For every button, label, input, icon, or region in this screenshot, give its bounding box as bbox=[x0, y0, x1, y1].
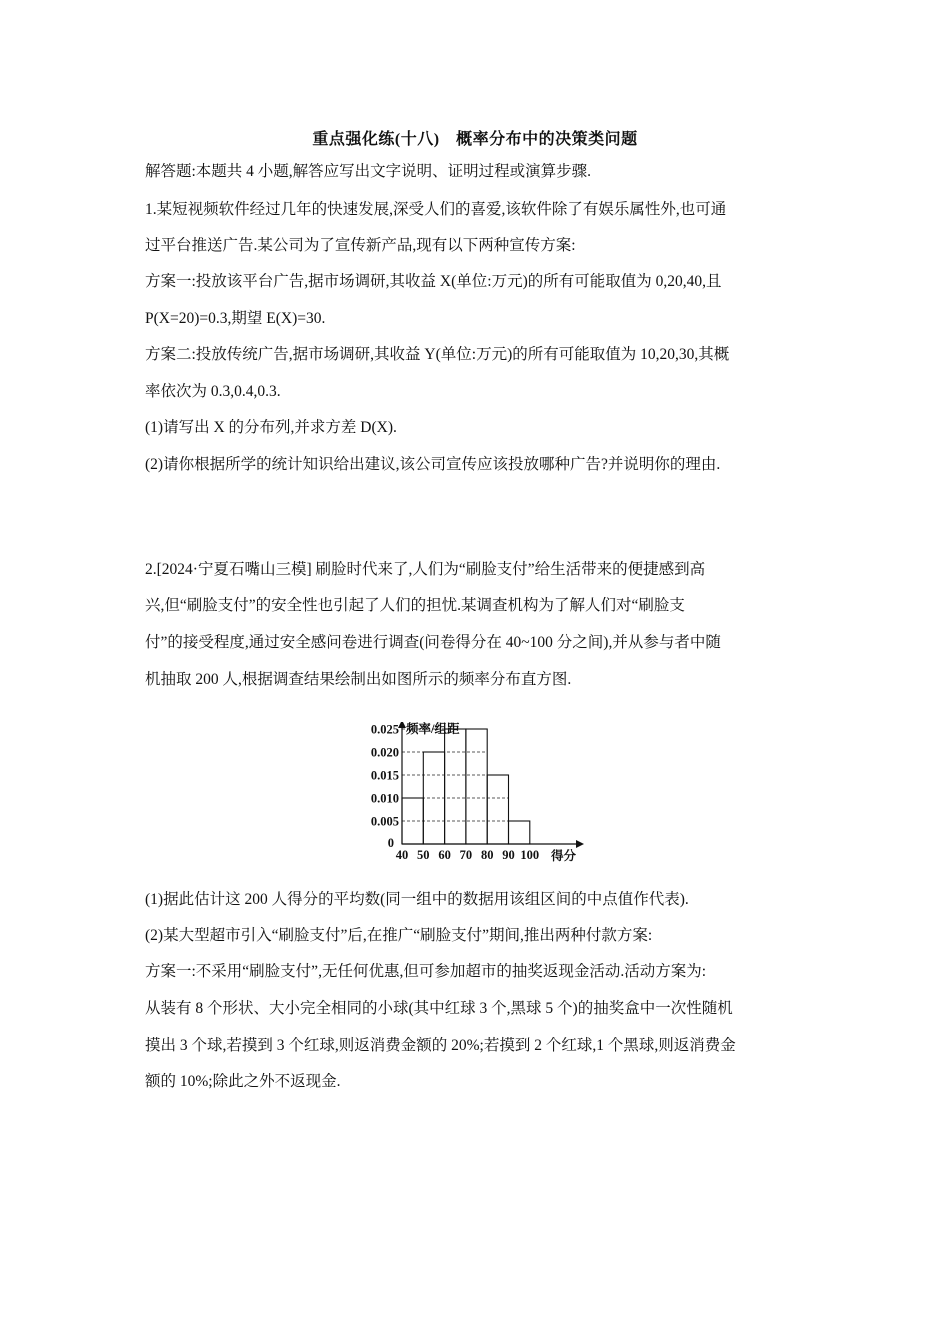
problem-2-question-1: (1)据此估计这 200 人得分的平均数(同一组中的数据用该组区间的中点值作代表). bbox=[145, 891, 689, 908]
problem-1-question-1: (1)请写出 X 的分布列,并求方差 D(X). bbox=[145, 419, 397, 436]
problem-1-plan-1: 方案一:投放该平台广告,据市场调研,其收益 X(单位:万元)的所有可能取值为 0,20,40,且 bbox=[145, 273, 722, 290]
problem-1-question-2: (2)请你根据所学的统计知识给出建议,该公司宣传应该投放哪种广告?并说明你的理由. bbox=[145, 456, 721, 473]
problem-2-plan-1: 摸出 3 个球,若摸到 3 个红球,则返消费金额的 20%;若摸到 2 个红球,1 个黑球,则返消费金 bbox=[145, 1037, 736, 1054]
problem-2-text: 兴,但“刷脸支付”的安全性也引起了人们的担忧.某调查机构为了解人们对“刷脸支 bbox=[145, 597, 685, 614]
problem-1-plan-2: 方案二:投放传统广告,据市场调研,其收益 Y(单位:万元)的所有可能取值为 10,20,30,其概 bbox=[145, 346, 730, 363]
y-tick-label: 0.005 bbox=[370, 814, 399, 829]
problem-2-text: 付”的接受程度,通过安全感问卷进行调查(问卷得分在 40~100 分之间),并从参与者中随 bbox=[145, 634, 721, 651]
y-tick-label: 0.015 bbox=[370, 768, 399, 783]
x-tick-label: 70 bbox=[459, 848, 473, 862]
x-tick-label: 50 bbox=[417, 848, 430, 862]
x-axis-title: 得分 bbox=[551, 849, 577, 863]
origin-label: 0 bbox=[387, 836, 394, 850]
x-axis-arrow-icon bbox=[576, 840, 584, 848]
x-tick-label: 60 bbox=[438, 848, 451, 862]
problem-2-plan-1: 从装有 8 个形状、大小完全相同的小球(其中红球 3 个,黑球 5 个)的抽奖盒中一次性随机 bbox=[145, 1000, 733, 1017]
instruction-text: 解答题:本题共 4 小题,解答应写出文字说明、证明过程或演算步骤. bbox=[145, 163, 592, 180]
problem-1-plan-1: P(X=20)=0.3,期望 E(X)=30. bbox=[145, 310, 326, 327]
y-tick-label: 0.010 bbox=[370, 791, 399, 806]
histogram-bar bbox=[487, 775, 508, 844]
problem-1-text: 1.某短视频软件经过几年的快速发展,深受人们的喜爱,该软件除了有娱乐属性外,也可通 bbox=[145, 201, 727, 218]
x-tick-label: 80 bbox=[480, 848, 494, 862]
problem-2-question-2: (2)某大型超市引入“刷脸支付”后,在推广“刷脸支付”期间,推出两种付款方案: bbox=[145, 927, 653, 944]
histogram-bar bbox=[466, 729, 487, 844]
problem-1-plan-2: 率依次为 0.3,0.4,0.3. bbox=[145, 383, 281, 400]
problem-2-text: 2.[2024·宁夏石嘴山三模] 刷脸时代来了,人们为“刷脸支付”给生活带来的便捷感到高 bbox=[145, 561, 706, 578]
problem-2-plan-1: 方案一:不采用“刷脸支付”,无任何优惠,但可参加超市的抽奖返现金活动.活动方案为: bbox=[145, 963, 706, 980]
histogram-bar bbox=[445, 729, 466, 844]
y-axis-arrow-icon bbox=[398, 722, 406, 728]
problem-2-plan-1: 额的 10%;除此之外不返现金. bbox=[145, 1073, 341, 1090]
y-tick-label: 0.025 bbox=[370, 722, 399, 737]
problem-1-text: 过平台推送广告.某公司为了宣传新产品,现有以下两种宣传方案: bbox=[145, 237, 576, 254]
histogram-bar bbox=[509, 821, 530, 844]
x-tick-label: 90 bbox=[502, 848, 515, 862]
frequency-histogram bbox=[358, 722, 598, 872]
problem-2-text: 机抽取 200 人,根据调查结果绘制出如图所示的频率分布直方图. bbox=[145, 671, 572, 688]
x-tick-label: 40 bbox=[395, 848, 409, 862]
y-axis-title: 频率/组距 bbox=[406, 722, 460, 736]
y-tick-label: 0.020 bbox=[370, 745, 399, 760]
x-tick-label: 100 bbox=[520, 848, 540, 862]
page-title: 重点强化练(十八) 概率分布中的决策类问题 bbox=[312, 131, 638, 148]
